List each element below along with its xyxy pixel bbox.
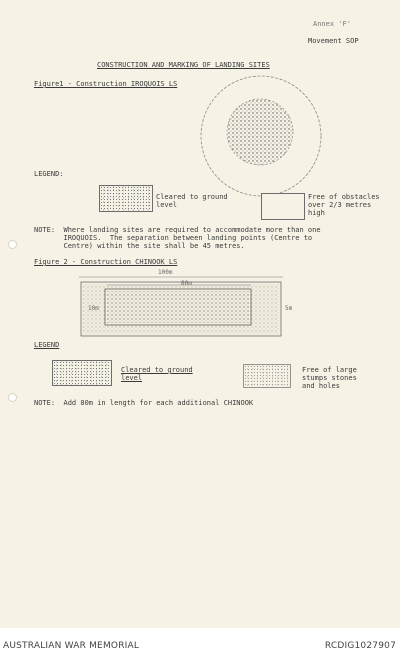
legend-swatch-cleared-2 bbox=[52, 360, 112, 386]
document-title: CONSTRUCTION AND MARKING OF LANDING SITES bbox=[97, 61, 270, 69]
legend-swatch-free-2 bbox=[243, 364, 291, 388]
figure1-legend-free: Free of obstacles over 2/3 metres high bbox=[308, 193, 380, 217]
figure1-legend-cleared: Cleared to ground level bbox=[156, 193, 228, 209]
figure1-legend-label: LEGEND: bbox=[34, 170, 64, 178]
figure2-note: NOTE: Add 80m in length for each additional CHINOOK bbox=[34, 399, 254, 407]
legend-swatch-cleared bbox=[99, 185, 153, 212]
archive-source: AUSTRALIAN WAR MEMORIAL bbox=[3, 641, 140, 651]
dimension-inner: 80m bbox=[181, 280, 192, 287]
punch-hole-bottom bbox=[8, 393, 17, 402]
legend-swatch-free bbox=[261, 193, 305, 220]
figure2-legend-cleared: Cleared to ground level bbox=[121, 366, 193, 382]
dimension-side-left: 10m bbox=[88, 305, 99, 312]
dimension-side-right: 5m bbox=[285, 305, 293, 312]
archive-footer bbox=[0, 628, 400, 654]
figure2-legend-free: Free of large stumps stones and holes bbox=[302, 366, 357, 390]
iroquois-landing-site-diagram bbox=[200, 76, 324, 200]
figure1-note: NOTE: Where landing sites are required to accommodate more than one IROQUOIS. The separation between landing points (Centre to Centre) within the site shall be 45 metres. bbox=[34, 226, 321, 250]
annex-reference: Annex 'F' bbox=[313, 20, 351, 28]
dimension-outer: 100m bbox=[158, 269, 173, 276]
record-id: RCDIG1027907 bbox=[324, 641, 396, 651]
figure2-legend-label: LEGEND bbox=[34, 341, 60, 349]
figure2-caption: Figure 2 - Construction CHINOOK LS bbox=[34, 258, 178, 266]
figure1-caption: Figure1 - Construction IROQUOIS LS bbox=[34, 80, 178, 88]
punch-hole-top bbox=[8, 240, 17, 249]
sop-reference: Movement SOP bbox=[308, 37, 359, 45]
